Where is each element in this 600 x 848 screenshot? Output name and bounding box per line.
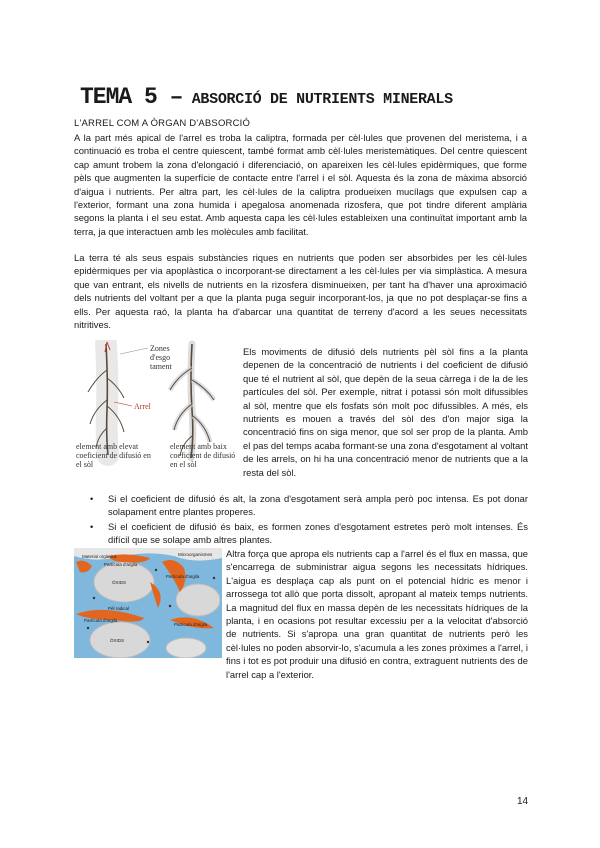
fig2-label-microorganisms: Microorganismes (178, 552, 213, 557)
fig2-label-clay-3: Partícula d'argila (84, 618, 118, 623)
fig2-label-organic: Material orgànica (82, 554, 117, 559)
fig2-label-oxides-1: ÓXIDS (112, 580, 127, 585)
bullet-text: Si el coeficient de difusió és alt, la zona d'esgotament serà ampla però poc intensa. Es pot donar solapament entre plantes properes. (108, 493, 528, 518)
paragraph-diffusion: Els moviments de difusió dels nutrients pèl sòl fins a la planta depenen de la concentració de nutrients i del coeficient de difusió que té el nutrient al sòl, que depèn de la seua càrrega i de la de les partícules del sòl. Per exemple, nitrat i potassi són molt difussibles al sòl, mentre que els fosfats són molt poc difussibles. A més, els nutrients es mouen a través del sòl des d'on major siga la concentració fins on siga menor, que sol ser prop de la planta. Amb el pas del temps acaba formant-se una zona d'esgotament al voltant de les arrels, on hi ha una concentració menor de nutrients que a la resta del sòl. (243, 346, 528, 478)
title-sub: ABSORCIÓ DE NUTRIENTS MINERALS (191, 91, 453, 108)
paragraph-mass-flow: Altra força que apropa els nutrients cap a l'arrel és el flux en massa, que s'encarrega de subministrar aigua segons les necessitats hídriques. L'aigua es desplaça cap als punt on el potencial hídric es menor i arrossega tot allò que porta dissolt, apropant al mateix temps nutrients. La magnitud del flux en massa depèn de les necessitats hídriques de la planta, i en ocasions pot resultar excessiu per a la velocitat d'absorció de nutrients. Si s'apropa una gran quantitat de nutrients però les cèl·lules no poden absorvir-lo, s'acumula a les zones pròximes a l'arrel, i fins i tot es pot produir una difusió en contra, extraguent nutrients des de l'arrel cap a l'exterior. (226, 548, 528, 680)
title-main: TEMA 5 – (80, 84, 183, 110)
left-root-drawing (88, 342, 124, 455)
root-label: Arrel (134, 402, 151, 411)
root-depletion-figure (74, 340, 239, 478)
diffusion-bullet-list (90, 492, 528, 548)
bullet-item-high (90, 492, 528, 519)
caption-low-diffusion: element amb baix coeficient de difusió en el sòl (170, 442, 236, 469)
bullet-text: Si el coeficient de difusió és baix, es formen zones d'esgotament estretes però molt intenses. És difícil que se solape amb altres plantes. (108, 520, 528, 546)
soil-structure-figure (74, 548, 222, 658)
bullet-dot-icon: • (90, 493, 94, 504)
fig2-label-oxides-2: ÓXIDS (110, 638, 125, 643)
caption-high-diffusion: element amb elevat coeficient de difusió en el sòl (76, 442, 151, 469)
fig2-label-clay-2: Partícula d'argila (166, 574, 200, 579)
paragraph-rhizosphere: A la part més apical de l'arrel es troba la caliptra, formada per cèl·lules que provenen del meristema, i a continuació es troba el centre quiescent, també format amb cèl·lules meristemàtiques. Del centre quiescent cap amunt trobem la zona d'elongació i diferenciació, on apareixen les cèl·lules epidèrmiques, que forme pèls que augmenten la superfície de contacte entre l'arrel i el sòl. Aquesta és la zona de màxima absorció d'aigua i nutrients. Per altra part, les cèl·lules de la caliptra produeixen mucílags que expulsen cap a l'exterior, formant una zona humida i apegalosa anomenada rizosfera, que pot tindre diferent amplària segons la planta i el seu estat. Amb aquesta capa les cèl·lules estableixen una continuïtat important amb la terra, ja que interactuen amb les molècules amb facilitat. (74, 132, 527, 237)
fig2-label-root-hair: Pèl radical (108, 606, 130, 611)
bullet-dot-icon: • (90, 520, 94, 532)
fig2-label-clay-1: Partícula d'argila (104, 562, 138, 567)
section-heading: L'ARREL COM A ÒRGAN D'ABSORCIÓ (74, 118, 251, 129)
page-number: 14 (517, 796, 529, 807)
fig2-label-clay-4: Partícula d'argila (174, 622, 208, 627)
depletion-zone-label: Zones d'esgo tament (150, 344, 172, 371)
bullet-item-low (90, 520, 528, 547)
paragraph-soil-nutrients: La terra té als seus espais substàncies riques en nutrients que poden ser absorbides per les cèl·lules epidèrmiques per via apoplàstica o incorporant-se directament a les cèl·lules per via simplàstica. A mesura que van entrant, els nivells de nutrients en la rizosfera disminueixen, per tant ha d'haver una aproximació dels nutrients del voltant per a que la planta puga seguir incorporant-los, ja que no pot desplaçar-se fins a ells. Per aquesta raó, la planta ha d'abarcar una quantitat de terreny d'acord a les seues necessitats nitritives. (74, 252, 527, 331)
soil-diagram-icon (74, 548, 222, 658)
page-title (80, 84, 540, 110)
